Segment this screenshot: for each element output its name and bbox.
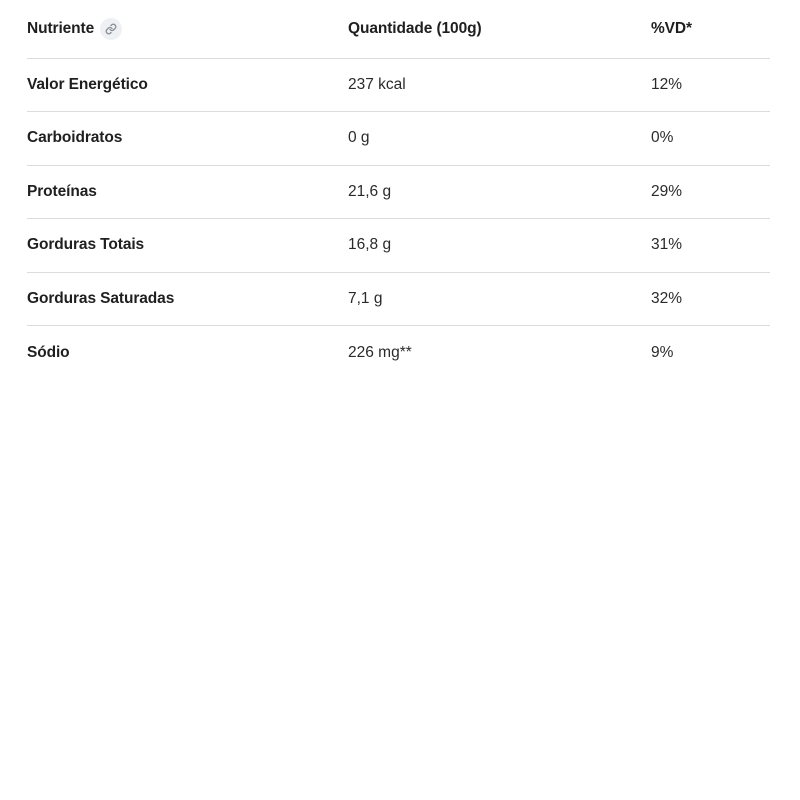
table-header — [27, 0, 770, 58]
nutrient-daily-value: 9% — [651, 343, 674, 361]
nutrient-quantity: 16,8 g — [348, 219, 651, 273]
table-row — [27, 272, 770, 326]
nutrient-quantity: 0 g — [348, 112, 651, 166]
nutrient-name: Valor Energético — [27, 58, 348, 112]
nutrient-quantity: 237 kcal — [348, 58, 651, 112]
nutrient-quantity: 226 mg** — [348, 343, 412, 361]
nutrient-daily-value: 0% — [651, 112, 770, 166]
header-quantity: Quantidade (100g) — [348, 0, 651, 58]
header-row — [27, 0, 770, 58]
nutrient-daily-value: 32% — [651, 272, 770, 326]
nutrient-quantity: 7,1 g — [348, 272, 651, 326]
nutrient-name: Gorduras Saturadas — [27, 272, 348, 326]
nutrient-name: Gorduras Totais — [27, 219, 348, 273]
nutrient-daily-value: 31% — [651, 219, 770, 273]
header-daily-value: %VD* — [651, 0, 770, 58]
header-nutrient-label: Nutriente — [27, 19, 95, 37]
nutrient-daily-value: 12% — [651, 58, 770, 112]
header-nutrient-wrap — [27, 18, 122, 40]
nutrient-quantity: 21,6 g — [348, 165, 651, 219]
nutrition-table — [27, 0, 770, 379]
table-row — [27, 58, 770, 112]
table-row — [27, 165, 770, 219]
table-row — [27, 326, 770, 380]
nutrient-name: Sódio — [27, 343, 70, 361]
nutrient-name: Proteínas — [27, 165, 348, 219]
table-row — [27, 112, 770, 166]
nutrient-name: Carboidratos — [27, 112, 348, 166]
table-row — [27, 219, 770, 273]
link-icon[interactable] — [100, 18, 122, 40]
nutrition-table-container — [27, 0, 770, 379]
nutrient-daily-value: 29% — [651, 165, 770, 219]
header-nutrient — [27, 0, 348, 58]
table-body — [27, 58, 770, 379]
